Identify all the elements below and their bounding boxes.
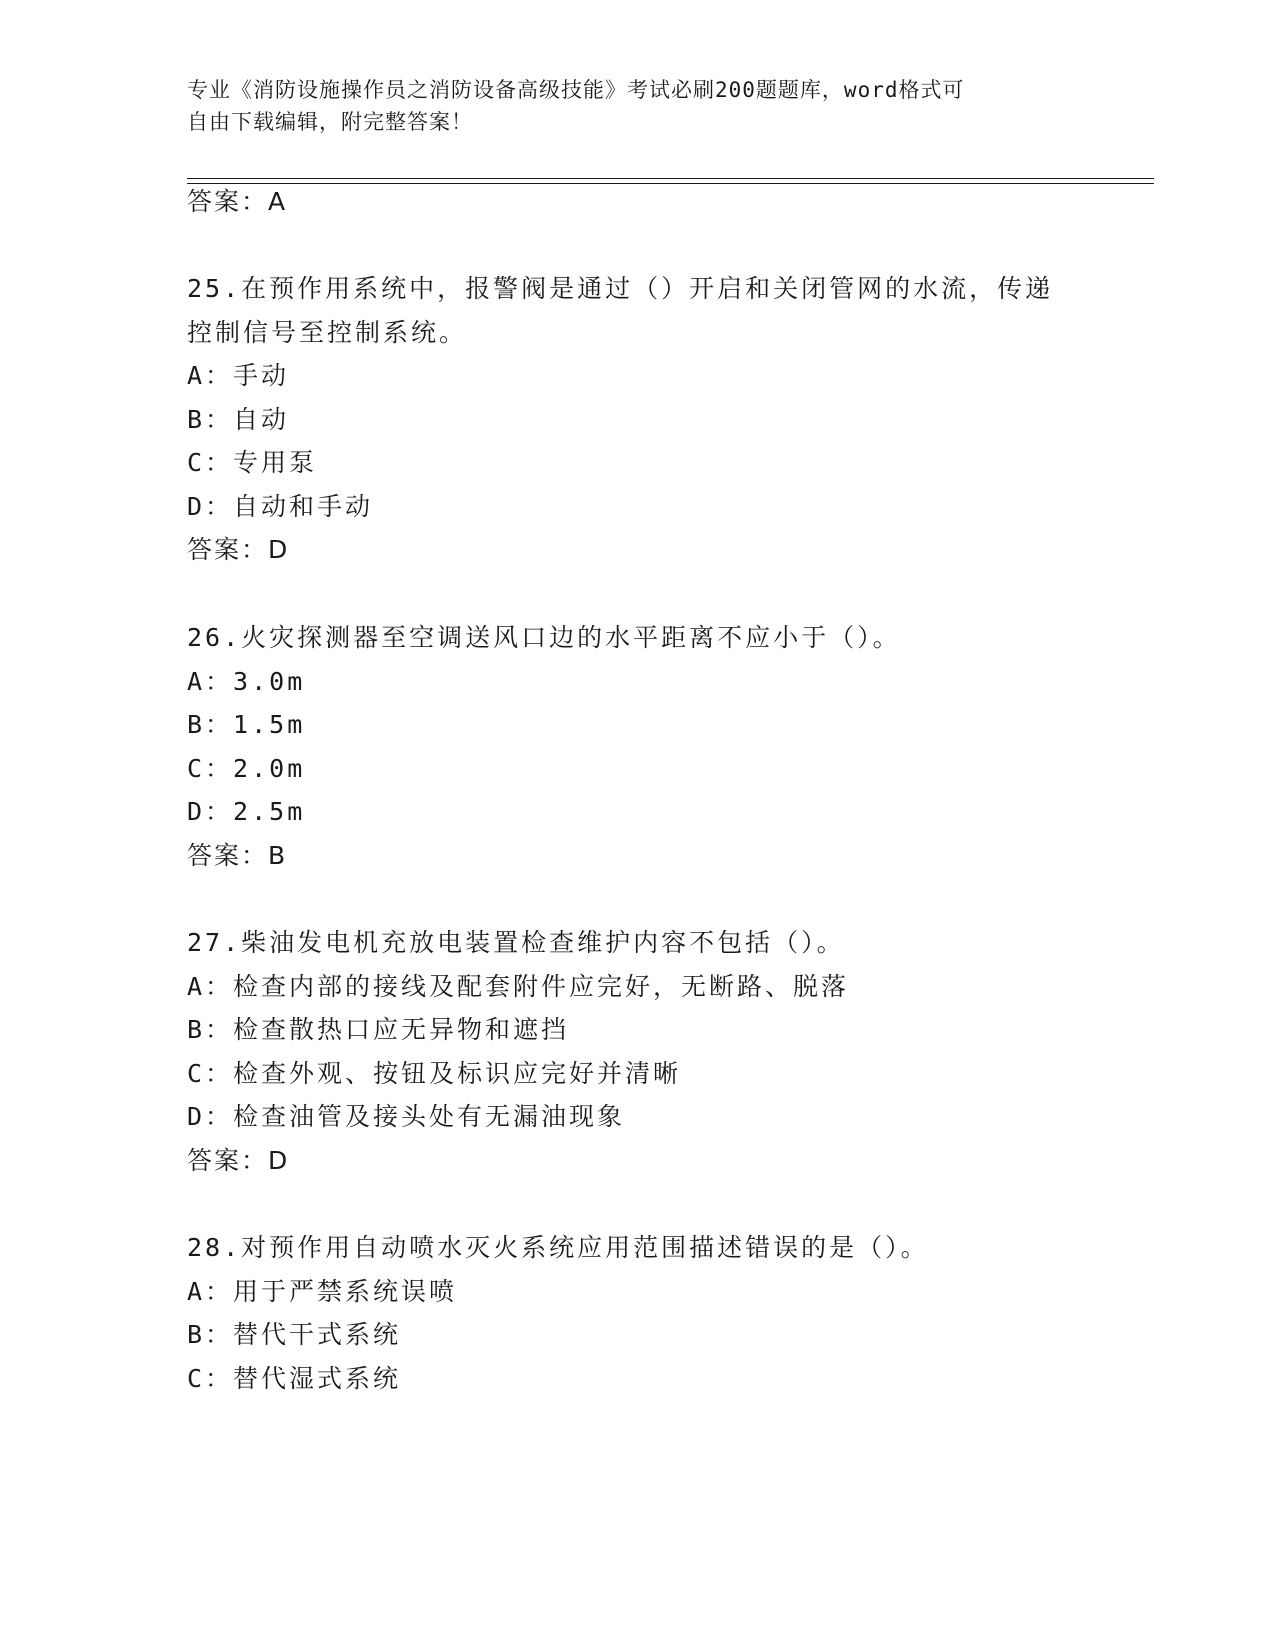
header-divider-bottom (187, 183, 1154, 184)
question-27-option-a: A：检查内部的接线及配套附件应完好，无断路、脱落 (187, 972, 850, 1001)
answer-previous: 答案：A (187, 187, 288, 216)
header-line-2: 自由下载编辑，附完整答案！ (187, 110, 473, 134)
question-26-option-a: A：3.0m (187, 667, 306, 696)
question-27-text: 27.柴油发电机充放电装置检查维护内容不包括（）。 (187, 928, 845, 957)
question-25-option-b: B：自动 (187, 405, 290, 434)
question-25-option-d: D：自动和手动 (187, 492, 374, 521)
question-27-option-d: D：检查油管及接头处有无漏油现象 (187, 1102, 626, 1131)
question-25-answer: 答案：D (187, 535, 290, 564)
question-26-option-b: B：1.5m (187, 710, 306, 739)
document-header (187, 74, 1087, 138)
header-divider-top (187, 178, 1154, 179)
question-25-text-line-1: 25.在预作用系统中，报警阀是通过（）开启和关闭管网的水流，传递 (187, 274, 1054, 303)
question-27-option-b: B：检查散热口应无异物和遮挡 (187, 1015, 570, 1044)
question-28-option-b: B：替代干式系统 (187, 1320, 402, 1349)
header-line-1: 专业《消防设施操作员之消防设备高级技能》考试必刷200题题库，word格式可 (187, 78, 965, 102)
question-28-option-a: A：用于严禁系统误喷 (187, 1277, 458, 1306)
question-25-option-a: A：手动 (187, 361, 290, 390)
question-28-text: 28.对预作用自动喷水灭火系统应用范围描述错误的是（）。 (187, 1233, 929, 1262)
question-27-answer: 答案：D (187, 1146, 290, 1175)
question-28-option-c: C：替代湿式系统 (187, 1364, 402, 1393)
question-26-answer: 答案：B (187, 841, 288, 870)
question-25-option-c: C：专用泵 (187, 448, 318, 477)
question-26-option-d: D：2.5m (187, 797, 306, 826)
question-26-text: 26.火灾探测器至空调送风口边的水平距离不应小于（）。 (187, 623, 901, 652)
question-27-option-c: C：检查外观、按钮及标识应完好并清晰 (187, 1059, 682, 1088)
question-25-text-line-2: 控制信号至控制系统。 (187, 318, 468, 347)
question-26-option-c: C：2.0m (187, 754, 306, 783)
